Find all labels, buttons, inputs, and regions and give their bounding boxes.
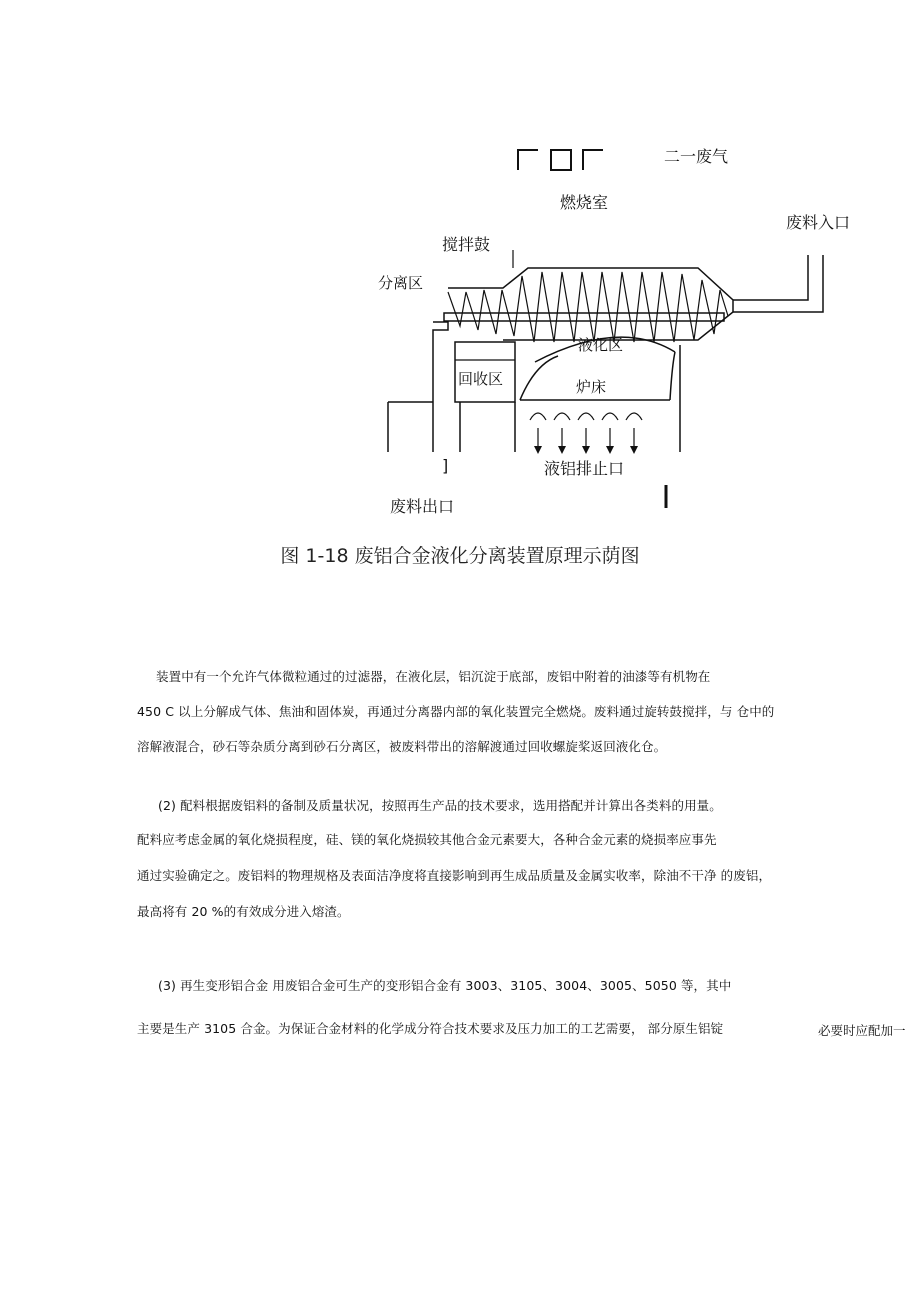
label-liquid-al-outlet: 液铝排止口 xyxy=(544,459,625,478)
furnace-diagram xyxy=(370,130,870,530)
chimney-left-icon xyxy=(518,150,538,170)
label-scrap-outlet: 废料出口 xyxy=(390,497,455,516)
body-line: 溶解液混合，砂石等杂质分离到砂石分离区，被废料带出的溶解渡通过回收螺旋桨返回液化仓。 xyxy=(137,739,667,754)
chimney-middle-icon xyxy=(551,150,571,170)
body-line: 装置中有一个允许气体微粒通过的过滤器，在液化层，铝沉淀于底部，废铝中附着的油漆等有机物在 xyxy=(156,669,711,684)
body-line: (2) 配料根据废铝料的备制及质量状况，按照再生产品的技术要求，选用搭配并计算出各类料的用量。 xyxy=(158,798,722,813)
body-line: 450 C 以上分解成气体、焦油和固体炭，再通过分离器内部的氧化装置完全燃烧。废料通过旋转鼓搅拌，与 仓中的 xyxy=(137,704,775,719)
body-line: 配料应考虑金属的氧化烧损程度，硅、镁的氧化烧损较其他合金元素要大，各种合金元素的烧损率应事先 xyxy=(137,832,717,847)
chimney-right-icon xyxy=(583,150,603,170)
body-line: (3) 再生变形铝合金 用废铝合金可生产的变形铝合金有 3003、3105、3004、3005、5050 等，其中 xyxy=(158,978,732,993)
body-line: 最高将有 20 %的有效成分进入熔渣。 xyxy=(137,904,350,919)
label-combustion-chamber: 燃烧室 xyxy=(560,193,609,212)
label-bracket-mark: ] xyxy=(442,456,449,475)
label-exhaust: 二一废气 xyxy=(664,147,729,166)
label-separation-zone: 分离区 xyxy=(378,274,424,292)
side-note: 必要时应配加一 xyxy=(818,1023,906,1038)
body-line: 主要是生产 3105 合金。为保证合金材料的化学成分符合技术要求及压力加工的工艺需要， 部分原生铝锭 xyxy=(137,1021,724,1036)
outlet-arrows xyxy=(538,428,634,448)
label-stirring-drum: 搅拌鼓 xyxy=(442,235,491,254)
body-line: 通过实验确定之。废铝料的物理规格及表面洁净度将直接影响到再生成品质量及金属实收率，除油不干净 的废铝， xyxy=(137,868,772,883)
hearth-flames xyxy=(530,413,642,420)
stirring-screw xyxy=(448,272,728,342)
label-scrap-inlet: 废料入口 xyxy=(786,213,851,232)
label-hearth: 炉床 xyxy=(576,378,607,396)
drum-shaft xyxy=(444,313,724,321)
label-liquefaction-zone: 液化区 xyxy=(578,336,624,354)
figure-caption: 图 1-18 废铝合金液化分离装置原理示荫图 xyxy=(280,545,640,567)
label-recovery-zone: 回收区 xyxy=(458,370,504,388)
arrowheads xyxy=(534,446,638,454)
